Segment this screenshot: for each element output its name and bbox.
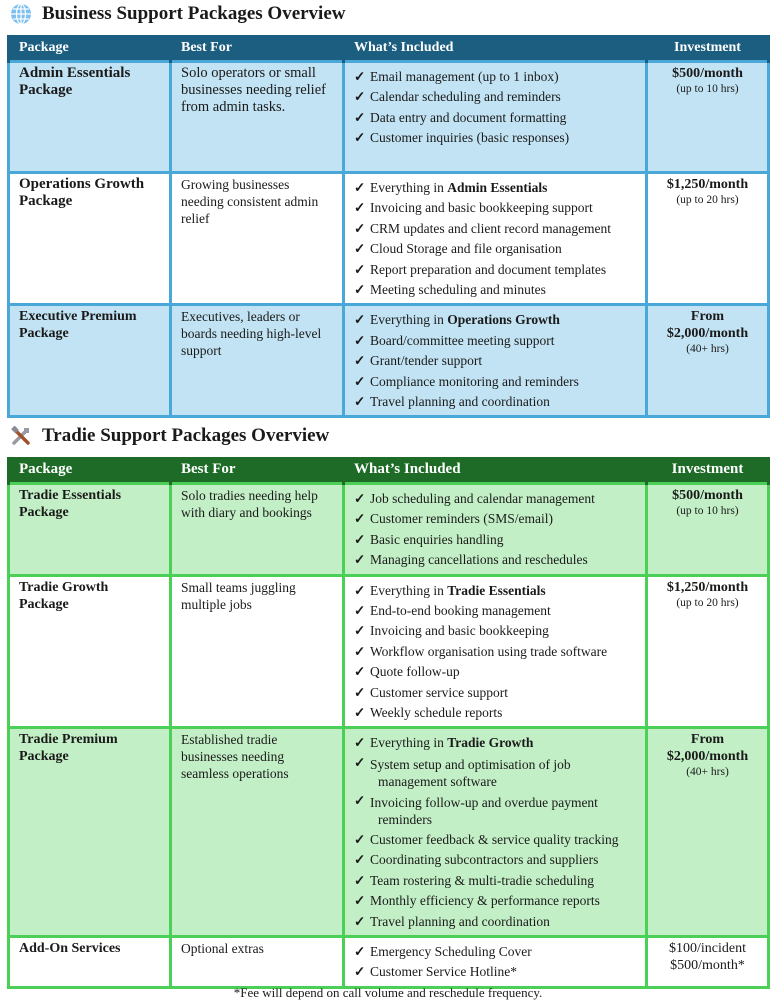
check-icon: ✓: [354, 943, 366, 959]
investment-cell: [647, 62, 769, 173]
check-icon: ✓: [354, 89, 366, 105]
check-icon: ✓: [354, 511, 366, 527]
table-row-admin-essentials: [9, 62, 769, 173]
feature-item: ✓ Monthly efficiency & performance reports: [354, 891, 636, 911]
check-icon: ✓: [354, 180, 366, 195]
table-row-tradie-essentials: [9, 484, 769, 576]
check-icon: ✓: [354, 754, 366, 770]
best-for: Solo operators or small businesses needing relief from admin tasks.: [171, 62, 344, 173]
check-icon: ✓: [354, 373, 366, 389]
check-icon: ✓: [354, 109, 366, 125]
package-name: Tradie Essentials Package: [9, 484, 171, 576]
table-row-tradie-growth: [9, 575, 769, 728]
package-name: Tradie Premium Package: [9, 728, 171, 936]
best-for: Solo tradies needing help with diary and bookings: [171, 484, 344, 576]
hours: (up to 20 hrs): [676, 596, 739, 609]
table-row-executive-premium: [9, 305, 769, 417]
header-package: Package: [9, 457, 171, 484]
hours: (40+ hrs): [686, 766, 729, 779]
price: $2,000/month: [666, 326, 749, 342]
globe-icon: [10, 3, 32, 25]
check-icon: ✓: [354, 531, 366, 547]
feature-item: ✓ Everything in Admin Essentials: [354, 178, 636, 198]
hours: (up to 10 hrs): [676, 83, 739, 95]
price-monthly: $500/month*: [670, 957, 745, 973]
feature-item: ✓ Customer inquiries (basic responses): [354, 128, 636, 148]
check-icon: ✓: [354, 200, 366, 216]
check-icon: ✓: [354, 705, 366, 721]
features-cell: [344, 305, 647, 417]
table-header-row: [9, 457, 769, 484]
tradie-packages-table: [7, 457, 770, 989]
check-icon: ✓: [354, 664, 366, 680]
investment-cell: [647, 936, 769, 987]
features-cell: [344, 575, 647, 728]
tradie-title-text: Tradie Support Packages Overview: [42, 425, 330, 446]
best-for: Small teams juggling multiple jobs: [171, 575, 344, 728]
feature-item: ✓ Compliance monitoring and reminders: [354, 372, 636, 392]
package-name: Admin Essentials Package: [9, 62, 171, 173]
feature-item: ✓ Calendar scheduling and reminders: [354, 87, 636, 107]
check-icon: ✓: [354, 282, 366, 298]
feature-item: ✓ Everything in Operations Growth: [354, 310, 636, 330]
feature-item: ✓ Quote follow-up: [354, 662, 636, 682]
feature-item: ✓ Team rostering & multi-tradie scheduling: [354, 871, 636, 891]
check-icon: ✓: [354, 69, 366, 84]
feature-item: ✓ Grant/tender support: [354, 351, 636, 371]
feature-item: ✓ Job scheduling and calendar management: [354, 489, 636, 509]
feature-item: ✓ Coordinating subcontractors and suppliers: [354, 850, 636, 870]
investment-cell: [647, 728, 769, 936]
price: $2,000/month: [666, 749, 749, 765]
header-investment: Investment: [647, 457, 769, 484]
tools-icon: [10, 425, 32, 447]
check-icon: ✓: [354, 332, 366, 348]
table-row-tradie-premium: [9, 728, 769, 936]
check-icon: ✓: [354, 684, 366, 700]
business-packages-table: [7, 35, 770, 418]
feature-item: ✓ Cloud Storage and file organisation: [354, 239, 636, 259]
hours: (up to 10 hrs): [676, 505, 739, 517]
best-for: Established tradie businesses needing seamless operations: [171, 728, 344, 936]
header-included: What’s Included: [344, 457, 647, 484]
best-for: Optional extras: [171, 936, 344, 987]
table-row-operations-growth: [9, 173, 769, 305]
check-icon: ✓: [354, 353, 366, 369]
business-section-title: [10, 3, 346, 25]
business-title-text: Business Support Packages Overview: [42, 3, 346, 24]
price: $500/month: [672, 66, 743, 81]
check-icon: ✓: [354, 735, 366, 751]
feature-item: ✓ Everything in Tradie Growth: [354, 733, 636, 753]
table-row-add-on-services: [9, 936, 769, 987]
feature-item: ✓ Everything in Tradie Essentials: [354, 581, 636, 601]
check-icon: ✓: [354, 130, 366, 146]
features-cell: [344, 62, 647, 173]
feature-item: ✓ Meeting scheduling and minutes: [354, 280, 636, 300]
features-cell: [344, 728, 647, 936]
feature-item: ✓ Invoicing and basic bookkeeping support: [354, 198, 636, 218]
feature-item: ✓ Invoicing follow-up and overdue payment reminders: [354, 792, 598, 827]
price-incident: $100/incident: [669, 940, 746, 956]
check-icon: ✓: [354, 220, 366, 236]
feature-item: ✓ Invoicing and basic bookkeeping: [354, 621, 636, 641]
feature-item: ✓ End-to-end booking management: [354, 601, 636, 621]
feature-item: ✓ Customer reminders (SMS/email): [354, 509, 636, 529]
feature-item: ✓ CRM updates and client record management: [354, 219, 636, 239]
feature-item: ✓ Customer service support: [354, 683, 636, 703]
check-icon: ✓: [354, 831, 366, 847]
feature-item: ✓ Travel planning and coordination: [354, 392, 636, 412]
header-best-for: Best For: [171, 457, 344, 484]
tradie-section-title: [10, 425, 329, 447]
from-label: From: [690, 309, 725, 325]
investment-cell: [647, 575, 769, 728]
from-label: From: [690, 732, 725, 748]
check-icon: ✓: [354, 241, 366, 257]
check-icon: ✓: [354, 913, 366, 929]
investment-cell: [647, 484, 769, 576]
table-header-row: [9, 35, 769, 62]
hours: (40+ hrs): [686, 343, 729, 356]
price: $1,250/month: [666, 579, 749, 595]
features-cell: [344, 484, 647, 576]
check-icon: ✓: [354, 964, 366, 980]
package-name: Add-On Services: [9, 936, 171, 987]
package-name: Operations Growth Package: [9, 173, 171, 305]
check-icon: ✓: [354, 582, 366, 598]
check-icon: ✓: [354, 623, 366, 639]
check-icon: ✓: [354, 893, 366, 909]
header-included: What’s Included: [344, 35, 647, 62]
header-package: Package: [9, 35, 171, 62]
feature-item: ✓ Customer feedback & service quality tracking: [354, 830, 636, 850]
feature-item: ✓ Report preparation and document templates: [354, 260, 636, 280]
features-cell: [344, 173, 647, 305]
best-for: Growing businesses needing consistent admin relief: [171, 173, 344, 305]
feature-item: ✓ Email management (up to 1 inbox): [354, 67, 636, 87]
feature-item: ✓ Customer Service Hotline*: [354, 962, 636, 982]
check-icon: ✓: [354, 643, 366, 659]
check-icon: ✓: [354, 312, 366, 328]
feature-item: ✓ Emergency Scheduling Cover: [354, 942, 636, 962]
check-icon: ✓: [354, 491, 366, 506]
feature-item: ✓ Weekly schedule reports: [354, 703, 636, 723]
investment-cell: [647, 173, 769, 305]
feature-item: ✓ Travel planning and coordination: [354, 912, 636, 932]
features-cell: [344, 936, 647, 987]
check-icon: ✓: [354, 261, 366, 277]
feature-item: ✓ Managing cancellations and reschedules: [354, 550, 636, 570]
feature-item: ✓ Data entry and document formatting: [354, 108, 636, 128]
hours: (up to 20 hrs): [676, 194, 739, 206]
check-icon: ✓: [354, 872, 366, 888]
best-for: Executives, leaders or boards needing high-level support: [171, 305, 344, 417]
package-name: Tradie Growth Package: [9, 575, 171, 728]
check-icon: ✓: [354, 394, 366, 410]
price: $500/month: [672, 488, 743, 503]
footnote: *Fee will depend on call volume and reschedule frequency.: [233, 985, 543, 1000]
feature-item: ✓ Board/committee meeting support: [354, 331, 636, 351]
header-investment: Investment: [647, 35, 769, 62]
price: $1,250/month: [666, 177, 749, 192]
feature-item: ✓ System setup and optimisation of job management software: [354, 754, 571, 789]
package-name: Executive Premium Package: [9, 305, 171, 417]
check-icon: ✓: [354, 603, 366, 619]
feature-item: ✓ Basic enquiries handling: [354, 530, 636, 550]
investment-cell: [647, 305, 769, 417]
check-icon: ✓: [354, 552, 366, 568]
check-icon: ✓: [354, 792, 366, 808]
header-best-for: Best For: [171, 35, 344, 62]
feature-item: ✓ Workflow organisation using trade software: [354, 642, 636, 662]
check-icon: ✓: [354, 852, 366, 868]
